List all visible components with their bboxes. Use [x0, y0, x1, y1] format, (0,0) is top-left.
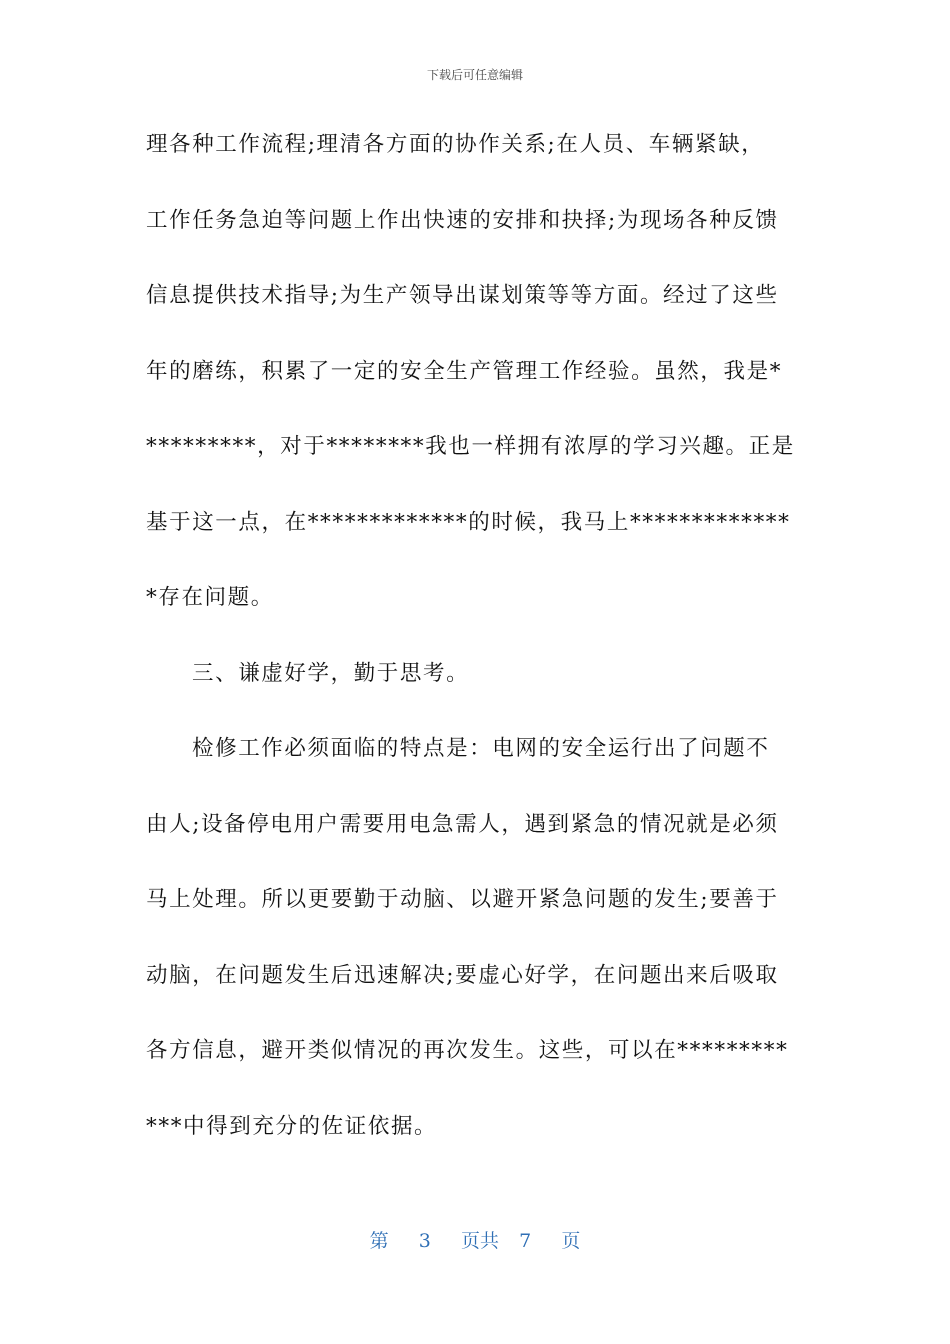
footer-page-number: 3 [418, 1230, 431, 1252]
page-header: 下载后可任意编辑 [426, 68, 523, 82]
text-line: ***中得到充分的佐证依据。 [146, 1113, 438, 1139]
text-line: *存在问题。 [146, 585, 274, 610]
text-line: 工作任务急迫等问题上作出快速的安排和抉择;为现场各种反馈 [146, 207, 779, 233]
section-heading: 三、谦虚好学，勤于思考。 [192, 660, 470, 686]
footer-middle: 页共 [461, 1230, 500, 1252]
text-line: 信息提供技术指导;为生产领导出谋划策等等方面。经过了这些 [146, 283, 779, 308]
footer-prefix: 第 [369, 1230, 389, 1252]
text-line: 动脑，在问题发生后迅速解决;要虚心好学，在问题出来后吸取 [146, 962, 779, 988]
text-line: 各方信息，避开类似情况的再次发生。这些，可以在********* [146, 1038, 789, 1063]
document-body [146, 127, 806, 1184]
text-line: 基于这一点，在*************的时候，我马上************* [146, 509, 791, 535]
text-line: 检修工作必须面临的特点是：电网的安全运行出了问题不 [192, 736, 770, 761]
text-line: 年的磨练，积累了一定的安全生产管理工作经验。虽然，我是* [146, 358, 783, 384]
text-line: 马上处理。所以更要勤于动脑、以避开紧急问题的发生;要善于 [146, 887, 779, 912]
footer-total-pages: 7 [519, 1230, 532, 1252]
text-line: 由人;设备停电用户需要用电急需人，遇到紧急的情况就是必须 [146, 811, 779, 837]
footer-suffix: 页 [561, 1230, 581, 1252]
text-line: *********，对于********我也一样拥有浓厚的学习兴趣。正是 [146, 434, 795, 459]
text-line: 理各种工作流程;理清各方面的协作关系;在人员、车辆紧缺， [146, 132, 765, 157]
page-footer [0, 1226, 950, 1253]
